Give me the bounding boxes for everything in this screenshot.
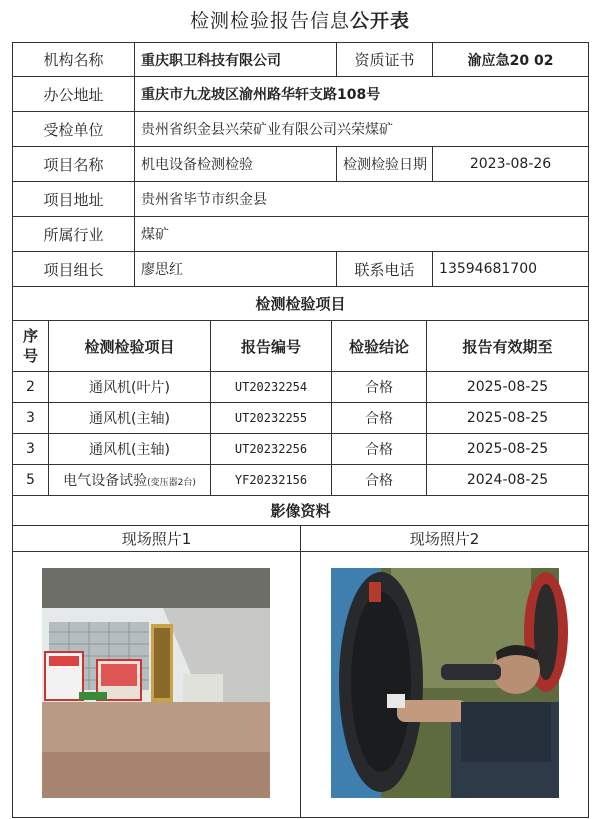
row-item: 通风机(主轴)	[49, 403, 211, 434]
row-result: 合格	[332, 465, 427, 496]
client-label: 受检单位	[13, 112, 135, 147]
row-report: YF20232156	[211, 465, 332, 496]
org-label: 机构名称	[13, 43, 135, 77]
leader-label: 项目组长	[13, 252, 135, 287]
report-header: 报告编号	[211, 321, 332, 372]
site-label: 项目地址	[13, 182, 135, 217]
row-valid: 2025-08-25	[427, 434, 589, 465]
photo1-label: 现场照片1	[13, 526, 301, 552]
row-seq: 3	[13, 434, 49, 465]
row-item-note: (变压器2台)	[147, 478, 196, 488]
row-valid: 2025-08-25	[427, 403, 589, 434]
site-value: 贵州省毕节市织金县	[135, 182, 589, 217]
row-report: UT20232254	[211, 372, 332, 403]
site-photo-1	[13, 552, 301, 817]
row-result: 合格	[332, 403, 427, 434]
cert-label: 资质证书	[337, 43, 433, 77]
industry-value: 煤矿	[135, 217, 589, 252]
row-report: UT20232255	[211, 403, 332, 434]
item-header: 检测检验项目	[49, 321, 211, 372]
table-row	[13, 434, 589, 465]
industry-label: 所属行业	[13, 217, 135, 252]
seq-header-1: 序	[22, 327, 38, 345]
page-title	[0, 0, 600, 40]
table-row	[13, 403, 589, 434]
date-value: 2023-08-26	[433, 147, 589, 182]
photos-section-title: 影像资料	[13, 496, 589, 526]
leader-value: 廖思红	[135, 252, 337, 287]
photo2-cell	[301, 552, 589, 818]
valid-header: 报告有效期至	[427, 321, 589, 372]
row-item: 通风机(主轴)	[49, 434, 211, 465]
proj-label: 项目名称	[13, 147, 135, 182]
row-seq: 5	[13, 465, 49, 496]
cert-value: 渝应急20 02	[433, 43, 589, 77]
photo2-label: 现场照片2	[301, 526, 589, 552]
date-label: 检测检验日期	[337, 147, 433, 182]
photo1-cell	[13, 552, 301, 818]
row-item-cell	[49, 465, 211, 496]
row-valid: 2024-08-25	[427, 465, 589, 496]
row-item: 通风机(叶片)	[49, 372, 211, 403]
report-grid	[12, 42, 588, 818]
items-table	[12, 286, 589, 496]
seq-header	[13, 321, 49, 372]
seq-header-2: 号	[22, 347, 38, 365]
row-result: 合格	[332, 372, 427, 403]
info-table	[12, 42, 589, 287]
client-value: 贵州省织金县兴荣矿业有限公司兴荣煤矿	[135, 112, 589, 147]
result-header: 检验结论	[332, 321, 427, 372]
site-photo-2	[301, 552, 589, 817]
items-section-title: 检测检验项目	[13, 287, 589, 321]
addr-label: 办公地址	[13, 77, 135, 112]
proj-value: 机电设备检测检验	[135, 147, 337, 182]
org-value: 重庆职卫科技有限公司	[135, 43, 337, 77]
table-row	[13, 372, 589, 403]
phone-label: 联系电话	[337, 252, 433, 287]
photos-table	[12, 495, 589, 818]
row-seq: 2	[13, 372, 49, 403]
row-result: 合格	[332, 434, 427, 465]
table-row	[13, 465, 589, 496]
row-item: 电气设备试验	[63, 473, 148, 489]
row-report: UT20232256	[211, 434, 332, 465]
title-suffix: 公开表	[350, 10, 411, 32]
row-valid: 2025-08-25	[427, 372, 589, 403]
row-seq: 3	[13, 403, 49, 434]
addr-value: 重庆市九龙坡区渝州路华轩支路108号	[135, 77, 589, 112]
title-main: 检测检验报告信息	[189, 10, 350, 32]
phone-value: 13594681700	[433, 252, 589, 287]
